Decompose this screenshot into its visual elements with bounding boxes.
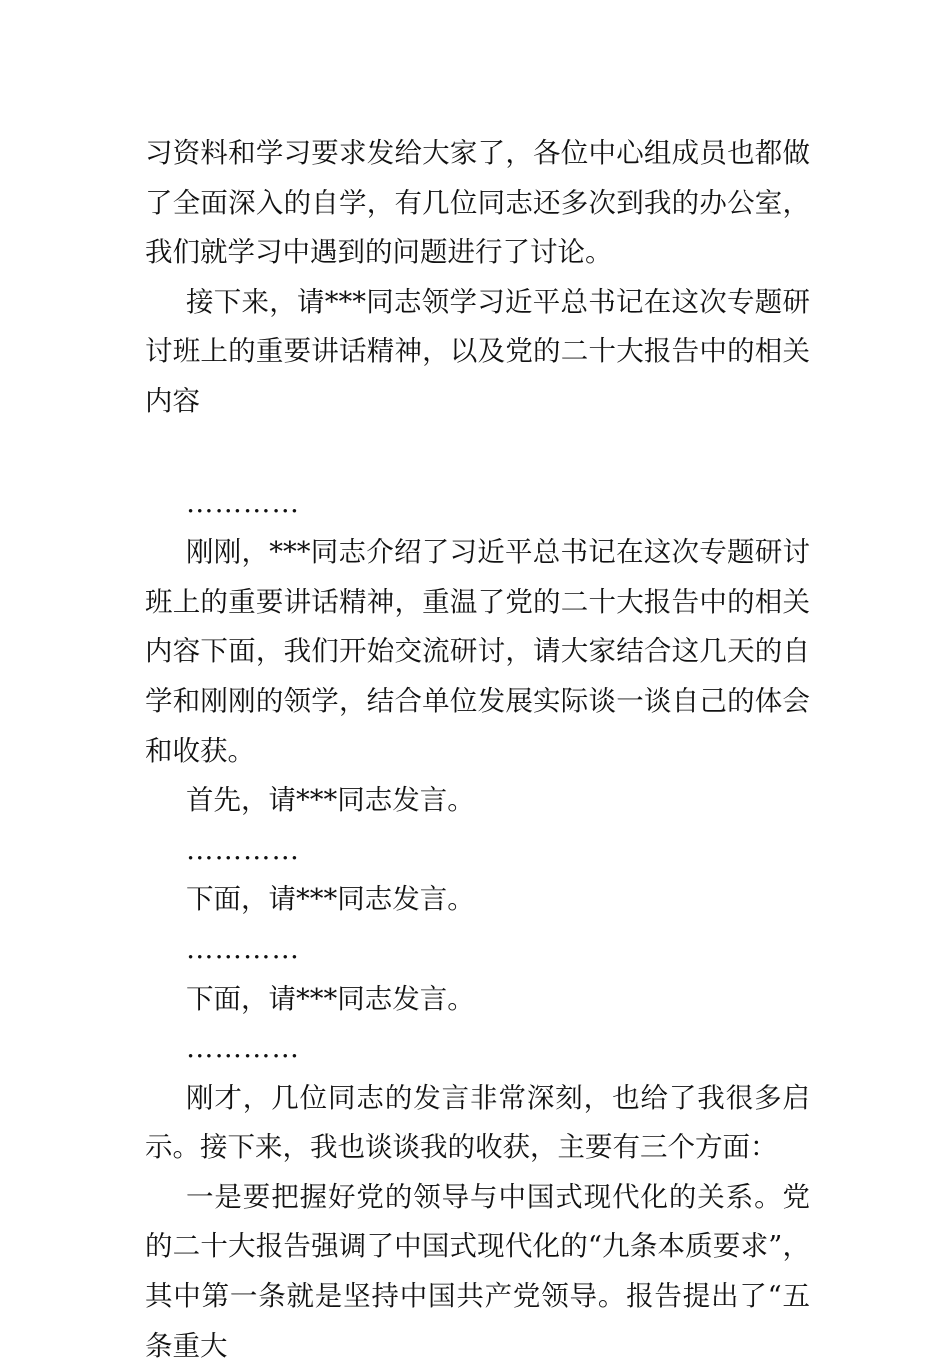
document-body [145,129,810,1371]
paragraph-point-one: 一是要把握好党的领导与中国式现代化的关系。党的二十大报告强调了中国式现代化的“九条本质要求”，其中第一条就是坚持中国共产党领导。报告提出了“五条重大 [145,1180,810,1362]
paragraph-gap [145,427,810,479]
paragraph-summary-intro: 刚才，几位同志的发言非常深刻，也给了我很多启示。接下来，我也谈谈我的收获，主要有三个方面： [145,1081,810,1164]
paragraph-continuation: 习资料和学习要求发给大家了，各位中心组成员也都做了全面深入的自学，有几位同志还多次到我的办公室，我们就学习中遇到的问题进行了讨论。 [145,137,810,269]
ellipsis-line: ………… [186,1032,300,1065]
ellipsis-line: ………… [186,486,300,519]
paragraph-discussion-intro: 刚刚，***同志介绍了习近平总书记在这次专题研讨班上的重要讲话精神，重温了党的二十大报告中的相关内容下面，我们开始交流研讨，请大家结合这几天的自学和刚刚的领学，结合单位发展实际谈一谈自己的体会和收获。 [145,536,810,767]
ellipsis-line: ………… [186,833,300,866]
ellipsis-line: ………… [186,932,300,965]
paragraph-lead-study: 接下来，请***同志领学习近平总书记在这次专题研讨班上的重要讲话精神，以及党的二十大报告中的相关内容 [145,285,810,417]
paragraph-next-speaker: 下面，请***同志发言。 [186,982,475,1015]
paragraph-first-speaker: 首先，请***同志发言。 [186,784,475,817]
paragraph-next-speaker: 下面，请***同志发言。 [186,883,475,916]
